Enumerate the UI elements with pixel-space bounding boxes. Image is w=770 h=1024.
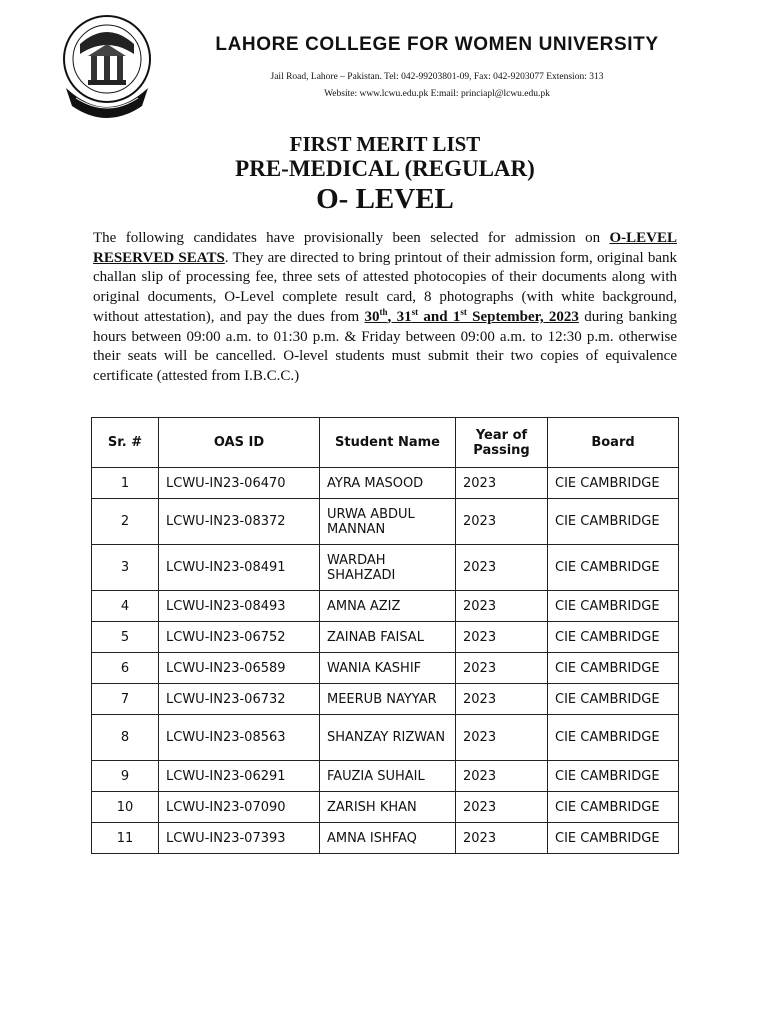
cell-board: CIE CAMBRIDGE	[548, 715, 679, 761]
cell-year: 2023	[456, 622, 548, 653]
cell-year: 2023	[456, 684, 548, 715]
cell-sr: 10	[92, 792, 159, 823]
cell-oas-id: LCWU-IN23-06752	[159, 622, 320, 653]
due-dates: 30th, 31st and 1st September, 2023	[364, 306, 579, 325]
merit-table	[91, 417, 679, 854]
cell-sr: 1	[92, 468, 159, 499]
address-line: Jail Road, Lahore – Pakistan. Tel: 042-99203801-09, Fax: 042-9203077 Extension: 313	[270, 72, 604, 82]
cell-board: CIE CAMBRIDGE	[548, 653, 679, 684]
cell-board: CIE CAMBRIDGE	[548, 499, 679, 545]
header-sr: Sr. #	[92, 418, 159, 468]
cell-year: 2023	[456, 545, 548, 591]
cell-oas-id: LCWU-IN23-06589	[159, 653, 320, 684]
cell-student-name: ZARISH KHAN	[320, 792, 456, 823]
header-oas-id: OAS ID	[159, 418, 320, 468]
table-row	[92, 653, 679, 684]
cell-year: 2023	[456, 715, 548, 761]
cell-board: CIE CAMBRIDGE	[548, 761, 679, 792]
table-row	[92, 823, 679, 854]
table-row	[92, 715, 679, 761]
cell-oas-id: LCWU-IN23-08563	[159, 715, 320, 761]
merit-list-title: FIRST MERIT LIST	[289, 132, 481, 156]
cell-sr: 7	[92, 684, 159, 715]
university-name: LAHORE COLLEGE FOR WOMEN UNIVERSITY	[215, 34, 659, 55]
cell-oas-id: LCWU-IN23-06291	[159, 761, 320, 792]
cell-year: 2023	[456, 591, 548, 622]
cell-student-name: AMNA ISHFAQ	[320, 823, 456, 854]
cell-student-name: URWA ABDUL MANNAN	[320, 499, 456, 545]
cell-sr: 9	[92, 761, 159, 792]
header-student-name: Student Name	[320, 418, 456, 468]
cell-year: 2023	[456, 468, 548, 499]
cell-sr: 4	[92, 591, 159, 622]
reserved-seats-text: O-LEVEL RESERVED SEATS	[93, 230, 677, 266]
cell-student-name: WARDAH SHAHZADI	[320, 545, 456, 591]
cell-student-name: MEERUB NAYYAR	[320, 684, 456, 715]
cell-year: 2023	[456, 499, 548, 545]
header-year: Year of Passing	[456, 418, 548, 468]
cell-student-name: WANIA KASHIF	[320, 653, 456, 684]
cell-sr: 6	[92, 653, 159, 684]
cell-oas-id: LCWU-IN23-06732	[159, 684, 320, 715]
table-row	[92, 545, 679, 591]
cell-year: 2023	[456, 653, 548, 684]
cell-student-name: AYRA MASOOD	[320, 468, 456, 499]
cell-oas-id: LCWU-IN23-07090	[159, 792, 320, 823]
cell-year: 2023	[456, 792, 548, 823]
cell-student-name: SHANZAY RIZWAN	[320, 715, 456, 761]
cell-year: 2023	[456, 823, 548, 854]
cell-sr: 8	[92, 715, 159, 761]
cell-student-name: AMNA AZIZ	[320, 591, 456, 622]
cell-board: CIE CAMBRIDGE	[548, 545, 679, 591]
cell-board: CIE CAMBRIDGE	[548, 468, 679, 499]
cell-oas-id: LCWU-IN23-08491	[159, 545, 320, 591]
table-header-row	[92, 418, 679, 468]
cell-sr: 11	[92, 823, 159, 854]
table-row	[92, 761, 679, 792]
cell-oas-id: LCWU-IN23-07393	[159, 823, 320, 854]
table-row	[92, 468, 679, 499]
cell-sr: 2	[92, 499, 159, 545]
web-email-line: Website: www.lcwu.edu.pk E:mail: princiapl@lcwu.edu.pk	[324, 89, 550, 99]
cell-sr: 5	[92, 622, 159, 653]
table-row	[92, 792, 679, 823]
cell-oas-id: LCWU-IN23-06470	[159, 468, 320, 499]
cell-year: 2023	[456, 761, 548, 792]
cell-board: CIE CAMBRIDGE	[548, 591, 679, 622]
cell-board: CIE CAMBRIDGE	[548, 823, 679, 854]
program-title: PRE-MEDICAL (REGULAR)	[235, 156, 535, 181]
table-row	[92, 684, 679, 715]
cell-board: CIE CAMBRIDGE	[548, 684, 679, 715]
table-row	[92, 499, 679, 545]
cell-student-name: ZAINAB FAISAL	[320, 622, 456, 653]
cell-board: CIE CAMBRIDGE	[548, 792, 679, 823]
university-crest-icon	[58, 14, 156, 124]
level-title: O- LEVEL	[316, 183, 454, 215]
header-board: Board	[548, 418, 679, 468]
cell-oas-id: LCWU-IN23-08372	[159, 499, 320, 545]
cell-board: CIE CAMBRIDGE	[548, 622, 679, 653]
cell-oas-id: LCWU-IN23-08493	[159, 591, 320, 622]
admission-notice: The following candidates have provisionally been selected for admission on O-LEVEL RESERVED SEATS. They are directed to bring printout of their admission form, original bank challan slip of processing fee, three sets of attested photocopies of their documents along with original documents, O-Level complete result card, 8 photographs (with white background, without attestation), and pay the dues from 30th, 31st and 1st September, 2023 during banking hours between 09:00 a.m. to 01:30 p.m. & Friday between 09:00 a.m. to 12:30 p.m. otherwise their seats will be cancelled. O-level students must submit their two copies of equivalence certificate (attested from I.B.C.C.)	[93, 230, 678, 384]
table-row	[92, 591, 679, 622]
table-row	[92, 622, 679, 653]
cell-sr: 3	[92, 545, 159, 591]
cell-student-name: FAUZIA SUHAIL	[320, 761, 456, 792]
